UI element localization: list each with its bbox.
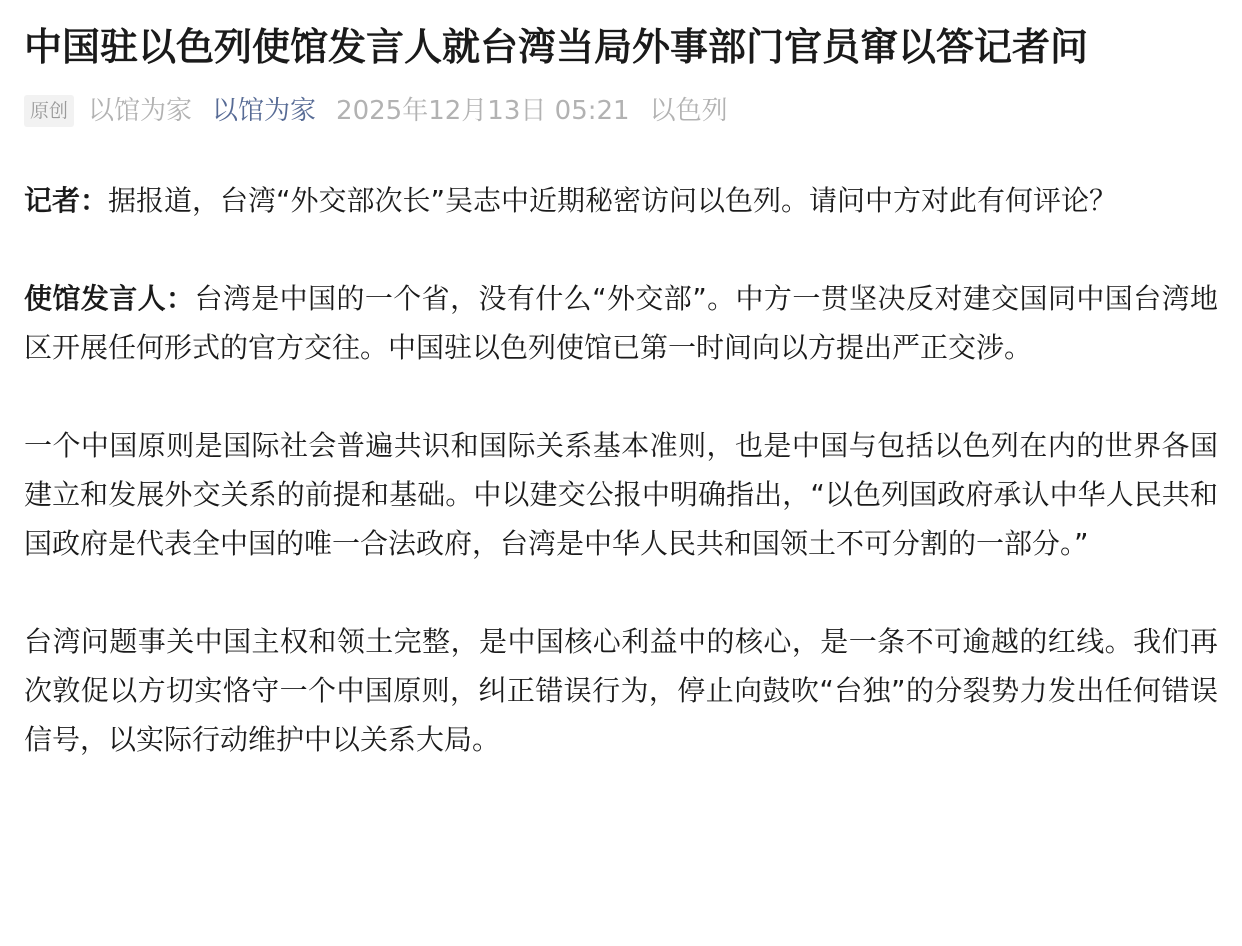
question-paragraph bbox=[24, 176, 1218, 225]
article-meta bbox=[24, 93, 1218, 129]
publish-region: 以色列 bbox=[649, 96, 728, 126]
account-link[interactable]: 以馆为家 bbox=[212, 96, 317, 126]
body-paragraph: 台湾问题事关中国主权和领土完整，是中国核心利益中的核心，是一条不可逾越的红线。我们再次敦促以方切实恪守一个中国原则，纠正错误行为，停止向鼓吹“台独”的分裂势力发出任何错误信号，以实际行动维护中以关系大局。 bbox=[24, 625, 1218, 756]
spokesperson-label: 使馆发言人： bbox=[24, 282, 195, 315]
answer-text: 台湾是中国的一个省，没有什么“外交部”。中方一贯坚决反对建交国同中国台湾地区开展任何形式的官方交往。中国驻以色列使馆已第一时间向以方提出严正交涉。 bbox=[24, 282, 1218, 364]
reporter-label: 记者： bbox=[24, 184, 109, 217]
question-text: 据报道，台湾“外交部次长”吴志中近期秘密访问以色列。请问中方对此有何评论？ bbox=[108, 184, 1118, 217]
article-body bbox=[24, 176, 1218, 764]
publish-date: 2025年12月13日 05:21 bbox=[336, 96, 630, 126]
original-badge: 原创 bbox=[24, 95, 74, 127]
answer-paragraph bbox=[24, 274, 1218, 372]
body-paragraph: 一个中国原则是国际社会普遍共识和国际关系基本准则，也是中国与包括以色列在内的世界各国建立和发展外交关系的前提和基础。中以建交公报中明确指出，“以色列国政府承认中华人民共和国政府是代表全中国的唯一合法政府，台湾是中华人民共和国领土不可分割的一部分。” bbox=[24, 429, 1218, 560]
author-name: 以馆为家 bbox=[88, 96, 193, 126]
article-title: 中国驻以色列使馆发言人就台湾当局外事部门官员窜以答记者问 bbox=[24, 25, 1089, 69]
